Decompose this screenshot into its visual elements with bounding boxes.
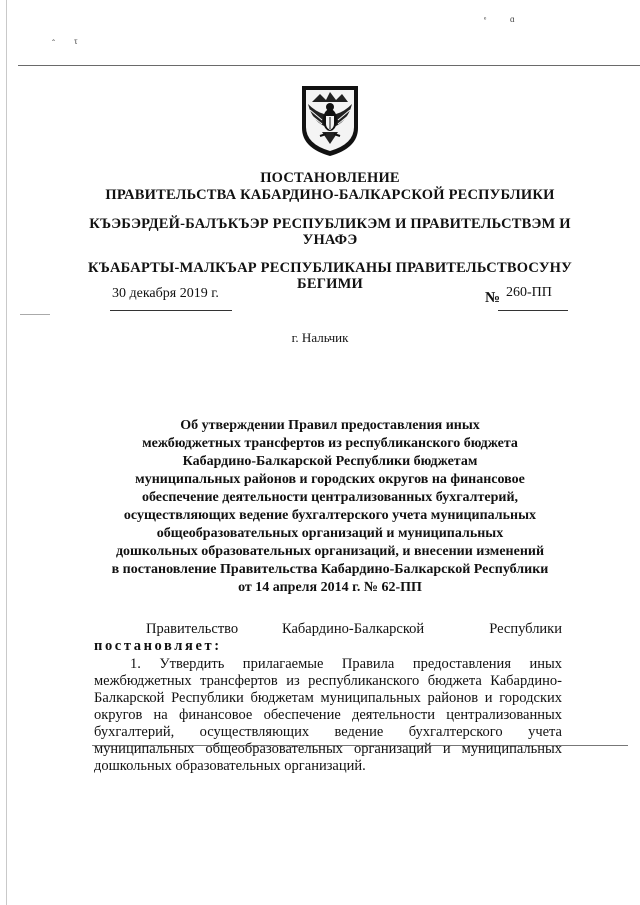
city: г. Нальчик bbox=[291, 330, 349, 345]
paragraph-1: 1. Утвердить прилагаемые Правила предоставления иных межбюджетных трансфертов из республиканского бюджета Кабардино-Балкарской Республики бюджетам муниципальных районов и городских округов на финансовое обеспечение деятельности централизованных бухгалтерий, осуществляющих ведение бухгалтерского учета муниципальных общеобразовательных организаций и муниципальных дошкольных образовательных организаций. bbox=[94, 656, 562, 774]
date-underline bbox=[110, 310, 232, 311]
header-government-kbd-2: УНАФЭ bbox=[302, 232, 358, 248]
title-line: межбюджетных трансфертов из республиканского бюджета bbox=[142, 436, 518, 451]
scan-speck: ˆ bbox=[52, 38, 55, 48]
title-line: муниципальных районов и городских округов на финансовое bbox=[135, 472, 525, 487]
scan-speck: ᵉ bbox=[484, 14, 487, 24]
title-line: дошкольных образовательных организаций, и внесении изменений bbox=[115, 544, 545, 559]
header-government-ru: ПРАВИТЕЛЬСТВА КАБАРДИНО-БАЛКАРСКОЙ РЕСПУБЛИКИ bbox=[105, 187, 555, 203]
scan-speck: ɑ bbox=[510, 14, 515, 24]
title-line: обеспечение деятельности централизованных бухгалтерий, bbox=[141, 490, 519, 505]
title-line: в постановление Правительства Кабардино-Балкарской Республики bbox=[111, 562, 549, 577]
title-line: Об утверждении Правил предоставления иных bbox=[180, 418, 480, 433]
decree-word: постановляет: bbox=[94, 638, 222, 654]
title-line: осуществляющих ведение бухгалтерского учета муниципальных bbox=[123, 508, 537, 523]
header-government-kbd: КЪЭБЭРДЕЙ-БАЛЪКЪЭР РЕСПУБЛИКЭМ И ПРАВИТЕЛЬСТВЭМ И bbox=[89, 216, 571, 232]
document-title bbox=[100, 417, 560, 597]
document-date: 30 декабря 2019 г. bbox=[112, 286, 219, 301]
document-number: 260-ПП bbox=[506, 285, 552, 300]
title-line: от 14 апреля 2014 г. № 62-ПП bbox=[238, 580, 422, 595]
title-line: Кабардино-Балкарской Республики бюджетам bbox=[182, 454, 478, 469]
scan-speck: τ bbox=[74, 36, 78, 46]
title-line: общеобразовательных организаций и муниципальных bbox=[156, 526, 504, 541]
number-sign: № bbox=[485, 290, 501, 306]
number-underline bbox=[498, 310, 568, 311]
header-title: ПОСТАНОВЛЕНИЕ bbox=[260, 170, 400, 186]
scan-line-mid bbox=[20, 314, 50, 315]
republic-word: Республики bbox=[489, 621, 562, 637]
header-government-krc-2: БЕГИМИ bbox=[297, 276, 363, 292]
kbr-coat-of-arms-icon bbox=[298, 80, 362, 158]
republic-name-word: Кабардино-Балкарской bbox=[282, 621, 425, 637]
scan-left-edge bbox=[6, 0, 7, 905]
government-word: Правительство bbox=[146, 621, 239, 637]
header-government-krc: КЪАБАРТЫ-МАЛКЪАР РЕСПУБЛИКАНЫ ПРАВИТЕЛЬСТВОСУНУ bbox=[88, 260, 572, 276]
scan-line-top bbox=[18, 65, 640, 66]
